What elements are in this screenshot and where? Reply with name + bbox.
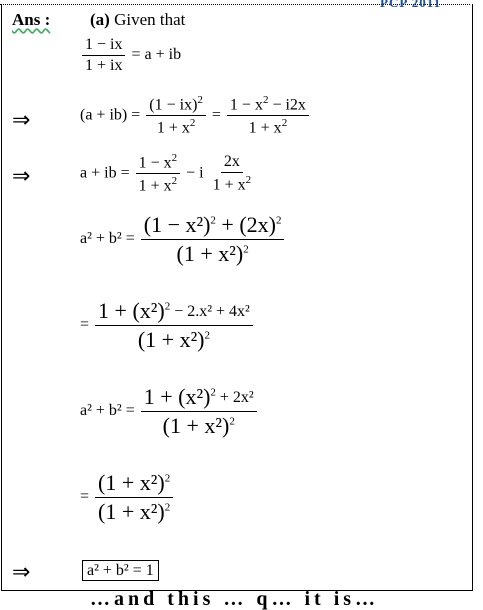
fraction: $\frac{(1 - ix)^2}{1 + x^2}$: [146, 94, 206, 138]
given-heading: [90, 10, 185, 30]
equation-given: $\frac{1 - ix}{1 + ix}$ = a + ib: [80, 36, 181, 75]
equation-step-7: = $\frac{(1 + x^2)^2}{(1 + x^2)^2}$: [80, 470, 175, 525]
fraction: $\frac{(1 - x^2)^2 + (2x)^2}{(1 + x^2)^2}$: [141, 212, 285, 267]
fraction: $\frac{1 - x^2 - i2x}{1 + x^2}$: [227, 94, 309, 138]
fraction: $\frac{1 - ix}{1 + ix}$: [82, 36, 125, 75]
result-box: a² + b² = 1: [82, 560, 159, 581]
answer-label: Ans :: [12, 10, 51, 29]
equation-step-2: (a + ib) = $\frac{(1 - ix)^2}{1 + x^2}$ = $\frac{1 - x^2 - i2x}{1 + x^2}$: [80, 94, 311, 138]
fraction: $\frac{(1 + x^2)^2}{(1 + x^2)^2}$: [95, 470, 173, 525]
equation-step-6: a² + b² = $\frac{1 + (x^2)^2 + 2x^2}{(1 + x^2)^2}$: [80, 384, 259, 439]
cut-off-next-line: …and this … q… it is…: [90, 588, 380, 610]
implies-arrow: ⇒: [12, 108, 31, 133]
equation-step-3: a + ib = $\frac{1 - x^2}{1 + x^2}$ − i $\frac{2x}{1 + x^2}$: [80, 152, 256, 196]
equation-step-4: a² + b² = $\frac{(1 - x^2)^2 + (2x)^2}{(1 + x^2)^2}$: [80, 212, 286, 267]
equation-step-5: = $\frac{1 + (x^2)^2 - 2.x^2 + 4x^2}{(1 + x^2)^2}$: [80, 298, 255, 353]
fraction: $\frac{1 + (x^2)^2 - 2.x^2 + 4x^2}{(1 + x^2)^2}$: [95, 298, 253, 353]
part-label: (a): [90, 10, 110, 29]
implies-arrow: ⇒: [12, 560, 31, 585]
fraction: $\frac{2x}{1 + x^2}$: [212, 153, 252, 194]
fraction: $\frac{1 - x^2}{1 + x^2}$: [136, 152, 181, 196]
given-text: Given that: [114, 10, 186, 29]
implies-arrow: ⇒: [12, 164, 31, 189]
final-result: [82, 562, 159, 580]
corner-tag: PCP 2011: [380, 0, 442, 10]
fraction: $\frac{1 + (x^2)^2 + 2x^2}{(1 + x^2)^2}$: [141, 384, 257, 439]
